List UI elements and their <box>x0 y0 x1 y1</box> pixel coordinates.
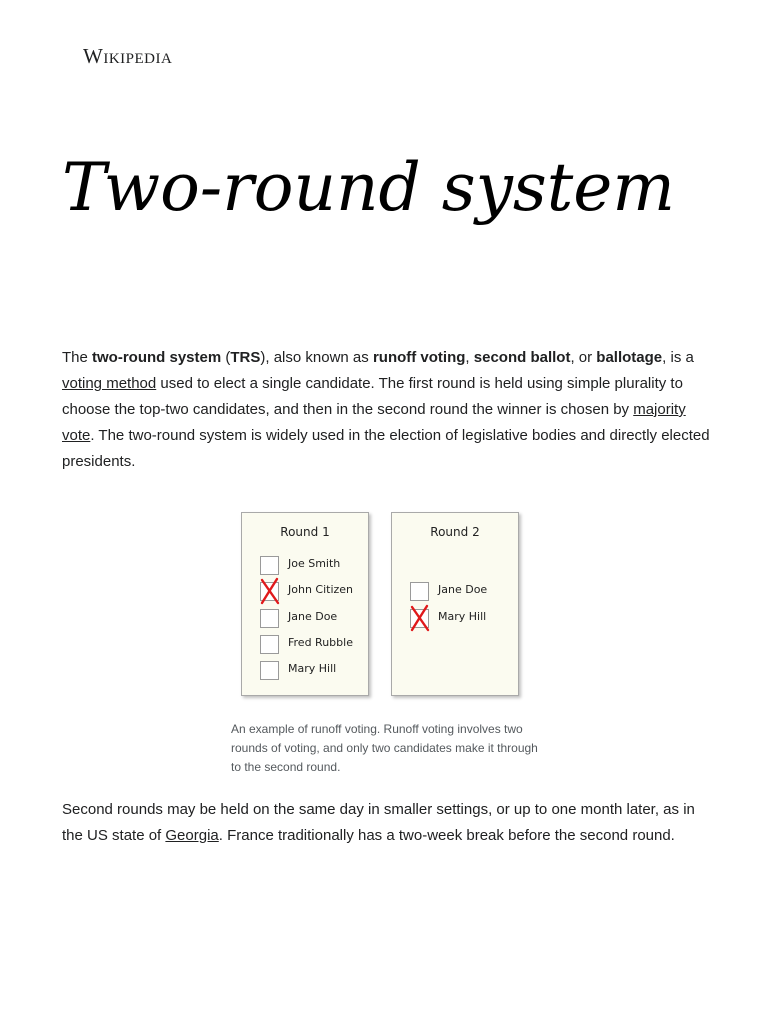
candidate-name: Fred Rubble <box>288 636 353 649</box>
intro-text-7: used to elect a single candidate. The first round is held using simple plurality to choose the top-two candidates, and then in the second round the winner is chosen by <box>62 375 683 418</box>
second-text-2: . France traditionally has a two-week break before the second round. <box>218 827 675 844</box>
candidate-name: Joe Smith <box>288 557 341 570</box>
term-ballotage: ballotage <box>596 349 663 366</box>
figure-caption: An example of runoff voting. Runoff voting involves two rounds of voting, and only two candidates make it through to the second round. <box>231 722 538 774</box>
wikipedia-logo-text: Wikipedia <box>83 44 173 68</box>
page-title: Two-round system <box>62 149 675 226</box>
second-round-paragraph <box>62 797 712 849</box>
ballot-round-1[interactable] <box>241 512 369 696</box>
candidate-name: Mary Hill <box>288 662 337 675</box>
link-majority-vote[interactable]: majority vote <box>62 401 686 444</box>
candidate-name: Jane Doe <box>438 583 488 596</box>
link-voting-method[interactable]: voting method <box>62 375 157 392</box>
intro-text-2: ( <box>221 349 231 366</box>
term-two-round-system: two-round system <box>92 349 222 366</box>
ballot-round-2[interactable] <box>391 512 519 696</box>
intro-text-3: ), also known as <box>260 349 373 366</box>
candidate-name: Jane Doe <box>288 610 338 623</box>
checkbox <box>260 635 279 654</box>
checkbox <box>410 582 429 601</box>
ballot-round-2-title: Round 2 <box>430 525 480 539</box>
checkbox <box>260 556 279 575</box>
link-georgia[interactable]: Georgia <box>165 827 219 844</box>
intro-text-1: The <box>62 349 93 366</box>
term-runoff-voting: runoff voting <box>372 349 466 366</box>
x-mark-icon <box>258 576 282 606</box>
term-second-ballot: second ballot <box>473 349 571 366</box>
x-mark-icon <box>408 603 432 633</box>
candidate-name: Mary Hill <box>438 610 487 623</box>
candidate-name: John Citizen <box>288 583 354 596</box>
second-text-1: Second rounds may be held on the same day in smaller settings, or up to one month later, as in the US state of <box>62 801 695 844</box>
ballot-round-1-title: Round 1 <box>280 525 330 539</box>
wikipedia-logo[interactable] <box>83 44 172 69</box>
intro-paragraph <box>62 345 712 475</box>
intro-text-4: , <box>465 349 474 366</box>
checkbox <box>260 609 279 628</box>
term-trs: TRS <box>230 349 261 366</box>
intro-text-8: . The two-round system is widely used in the election of legislative bodies and directly elected presidents. <box>62 427 710 470</box>
intro-text-6: , is a <box>662 349 694 366</box>
checkbox <box>260 661 279 680</box>
intro-text-5: , or <box>570 349 597 366</box>
